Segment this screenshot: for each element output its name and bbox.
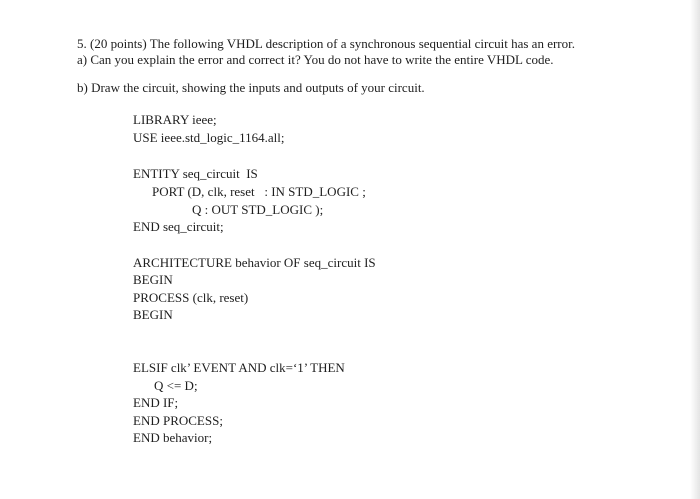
code-library: LIBRARY ieee; bbox=[133, 112, 217, 127]
question-part-a: a) Can you explain the error and correct it? You do not have to write the entire VHDL code. bbox=[77, 52, 554, 67]
code-end-if: END IF; bbox=[133, 395, 179, 410]
code-elsif: ELSIF clk’ EVENT AND clk=‘1’ THEN bbox=[133, 360, 345, 375]
code-end-entity: END seq_circuit; bbox=[133, 219, 224, 234]
question-part-b: b) Draw the circuit, showing the inputs and outputs of your circuit. bbox=[77, 80, 425, 95]
code-process-begin: BEGIN bbox=[133, 307, 173, 322]
code-port-q: Q : OUT STD_LOGIC ); bbox=[192, 202, 324, 217]
code-port: PORT (D, clk, reset : IN STD_LOGIC ; bbox=[152, 184, 366, 199]
code-entity: ENTITY seq_circuit IS bbox=[133, 166, 258, 181]
code-use: USE ieee.std_logic_1164.all; bbox=[133, 130, 285, 145]
code-architecture: ARCHITECTURE behavior OF seq_circuit IS bbox=[133, 255, 376, 270]
code-end-process: END PROCESS; bbox=[133, 413, 223, 428]
code-end-behavior: END behavior; bbox=[133, 430, 213, 445]
page-edge-shadow bbox=[690, 0, 700, 499]
code-begin: BEGIN bbox=[133, 272, 173, 287]
question-intro: 5. (20 points) The following VHDL description of a synchronous sequential circuit has an error. bbox=[77, 36, 575, 51]
code-process: PROCESS (clk, reset) bbox=[133, 290, 249, 305]
code-assign: Q <= D; bbox=[154, 378, 198, 393]
